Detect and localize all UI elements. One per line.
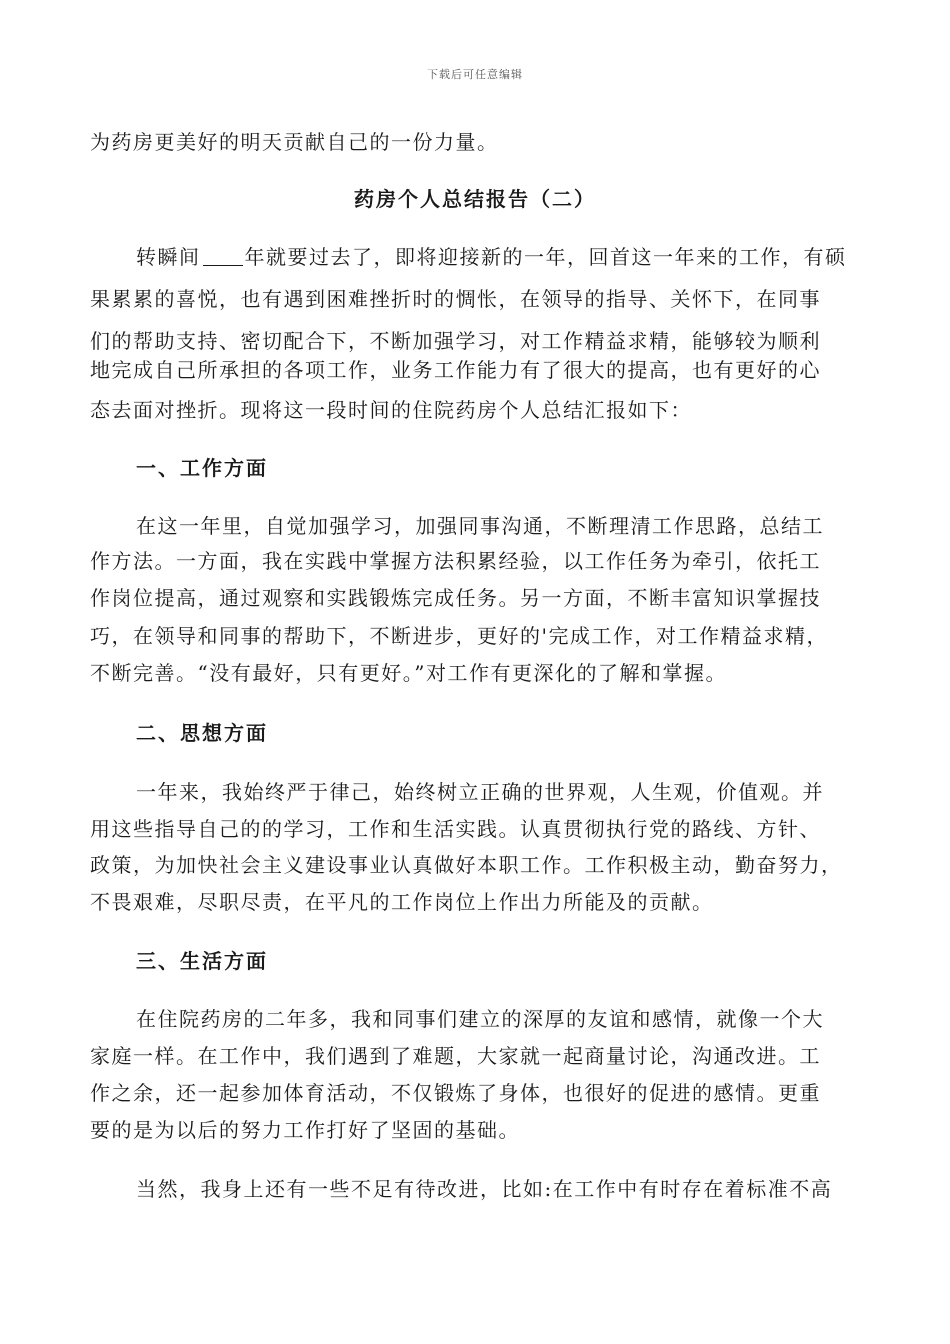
section-heading-life: 三、生活方面 bbox=[136, 949, 268, 973]
paragraph-line: 家庭一样。在工作中，我们遇到了难题，大家就一起商量讨论，沟通改进。工 bbox=[90, 1044, 821, 1068]
page-header: 下载后可任意编辑 bbox=[427, 68, 523, 81]
paragraph-line: 态去面对挫折。现将这一段时间的住院药房个人总结汇报如下： bbox=[90, 398, 692, 422]
paragraph-line: 政策，为加快社会主义建设事业认真做好本职工作。工作积极主动，勤奋努力， bbox=[90, 853, 843, 877]
text-run: 转瞬间 bbox=[136, 245, 201, 269]
section-heading-thought: 二、思想方面 bbox=[136, 721, 268, 745]
paragraph-line: 作岗位提高，通过观察和实践锻炼完成任务。另一方面，不断丰富知识掌握技 bbox=[90, 586, 821, 610]
paragraph-line: 在住院药房的二年多，我和同事们建立的深厚的友谊和感情，就像一个大 bbox=[136, 1007, 824, 1031]
paragraph-line: 要的是为以后的努力工作打好了坚固的基础。 bbox=[90, 1118, 520, 1142]
paragraph-line: 一年来，我始终严于律己，始终树立正确的世界观，人生观，价值观。并 bbox=[136, 780, 824, 804]
paragraph-line bbox=[136, 241, 906, 270]
paragraph-line: 地完成自己所承担的各项工作，业务工作能力有了很大的提高，也有更好的心 bbox=[90, 358, 821, 382]
paragraph-line: 当然，我身上还有一些不足有待改进，比如:在工作中有时存在着标准不高 bbox=[136, 1177, 833, 1201]
paragraph-line: 用这些指导自己的的学习，工作和生活实践。认真贯彻执行党的路线、方针、 bbox=[90, 817, 821, 841]
paragraph-line: 在这一年里，自觉加强学习，加强同事沟通，不断理清工作思路，总结工 bbox=[136, 514, 824, 538]
paragraph-line: 果累累的喜悦，也有遇到困难挫折时的惆怅，在领导的指导、关怀下，在同事 bbox=[90, 287, 821, 311]
paragraph-line: 不畏艰难，尽职尽责，在平凡的工作岗位上作出力所能及的贡献。 bbox=[90, 890, 714, 914]
paragraph-line: 巧，在领导和同事的帮助下，不断进步，更好的'完成工作，对工作精益求精， bbox=[90, 624, 828, 648]
text-run: 年就要过去了，即将迎接新的一年，回首这一年来的工作，有硕 bbox=[244, 245, 847, 269]
paragraph-line: 不断完善。“没有最好，只有更好。”对工作有更深化的了解和掌握。 bbox=[90, 661, 727, 685]
intro-line: 为药房更美好的明天贡献自己的一份力量。 bbox=[90, 130, 499, 154]
paragraph-line: 作之余，还一起参加体育活动，不仅锻炼了身体，也很好的促进的感情。更重 bbox=[90, 1081, 821, 1105]
document-title: 药房个人总结报告（二） bbox=[354, 187, 596, 211]
paragraph-line: 们的帮助支持、密切配合下，不断加强学习，对工作精益求精，能够较为顺利 bbox=[90, 329, 821, 353]
section-heading-work: 一、工作方面 bbox=[136, 456, 268, 480]
fill-in-blank bbox=[203, 247, 243, 266]
paragraph-line: 作方法。一方面，我在实践中掌握方法积累经验，以工作任务为牵引，依托工 bbox=[90, 549, 821, 573]
